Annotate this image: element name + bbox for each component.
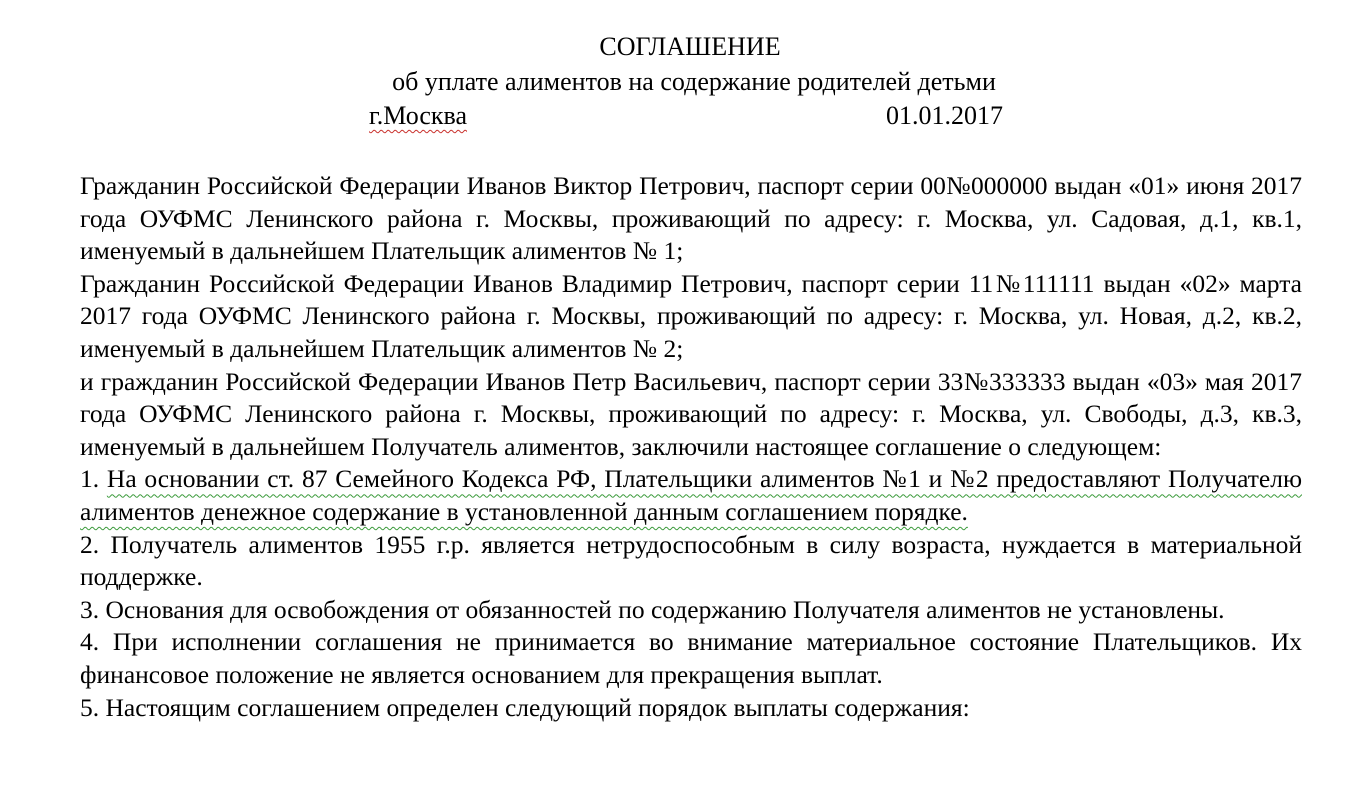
clause-3: 3. Основания для освобождения от обязанностей по содержанию Получателя алиментов не установлены. xyxy=(80,594,1225,624)
document-title: СОГЛАШЕНИЕ xyxy=(599,32,781,61)
clause-1-number: 1. xyxy=(80,464,100,494)
document-subtitle: об уплате алиментов на содержание родителей детьми xyxy=(392,67,996,96)
clause-4: 4. При исполнении соглашения не принимается во внимание материальное состояние Плательщиков. Их финансовое положение не является основанием для прекращения выплат. xyxy=(80,627,1302,689)
party-paragraph-2: Гражданин Российской Федерации Иванов Владимир Петрович, паспорт серии 11№111111 выдан «02» марта 2017 года ОУФМС Ленинского района г. Москвы, проживающий по адресу: г. Москва, ул. Новая, д.2, кв.2, именуемый в дальнейшем Плательщик алиментов № 2; xyxy=(80,268,1302,363)
document-date: 01.01.2017 xyxy=(886,101,1003,130)
clause-5: 5. Настоящим соглашением определен следующий порядок выплаты содержания: xyxy=(80,692,970,722)
document-body xyxy=(80,170,1302,724)
clause-1 xyxy=(80,463,1302,528)
party-paragraph-1: Гражданин Российской Федерации Иванов Виктор Петрович, паспорт серии 00№000000 выдан «01» июня 2017 года ОУФМС Ленинского района г. Москвы, проживающий по адресу: г. Москва, ул. Садовая, д.1, кв.1, именуемый в дальнейшем Плательщик алиментов № 1; xyxy=(80,171,1302,266)
clause-2: 2. Получатель алиментов 1955 г.р. является нетрудоспособным в силу возраста, нуждается в материальной поддержке. xyxy=(80,529,1302,592)
party-paragraph-3: и гражданин Российской Федерации Иванов Петр Васильевич, паспорт серии 33№333333 выдан «03» мая 2017 года ОУФМС Ленинского района г. Москвы, проживающий по адресу: г. Москва, ул. Свободы, д.3, кв.3, именуемый в дальнейшем Получатель алиментов, заключили настоящее соглашение о следующем: xyxy=(80,366,1302,461)
clause-1-text: На основании ст. 87 Семейного Кодекса РФ, Плательщики алиментов №1 и №2 предоставляют Получателю алиментов денежное содержание в установленной данным соглашением порядке. xyxy=(80,464,1302,526)
document-city: г.Москва xyxy=(369,101,467,130)
